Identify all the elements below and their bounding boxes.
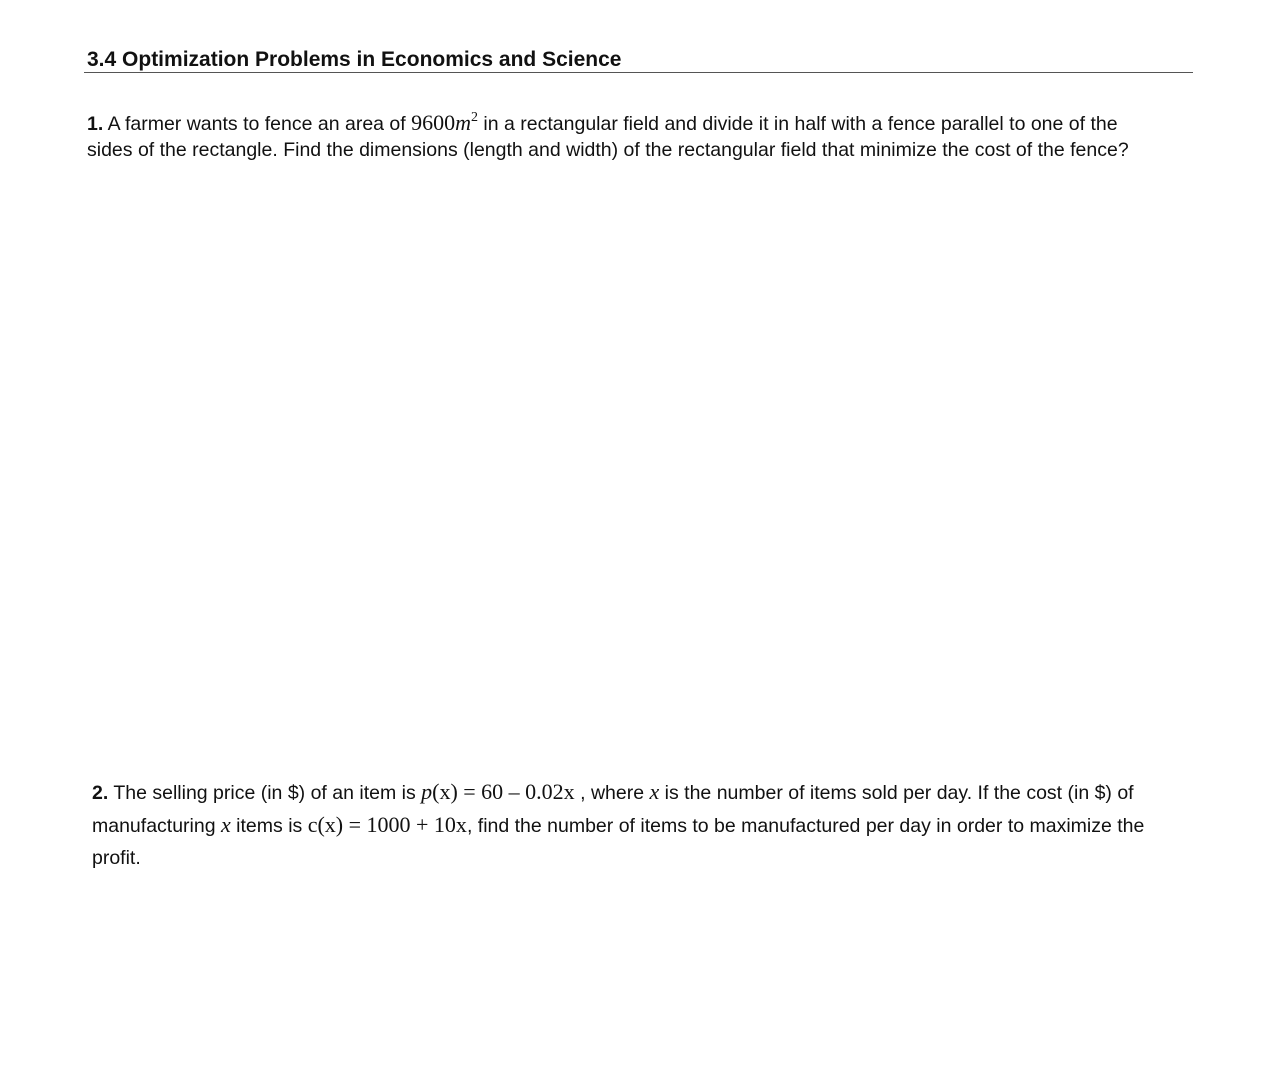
price-function-body: (x) = 60 – 0.02x: [432, 779, 575, 804]
page-title: 3.4 Optimization Problems in Economics and Science: [87, 48, 622, 71]
problem-2-line-3: profit.: [92, 847, 141, 869]
problem-1-number: 1.: [87, 113, 104, 135]
problem-1-text: in a rectangular field and divide it in half with a fence parallel to one of the: [478, 113, 1118, 135]
area-expression: [411, 110, 478, 135]
price-function: [421, 779, 575, 804]
problem-2-line-1: [92, 776, 1202, 809]
title-underline: [84, 72, 1193, 73]
variable-x: x: [649, 779, 660, 804]
problem-2-text: The selling price (in $) of an item is: [108, 782, 422, 804]
price-function-name: p: [421, 779, 433, 804]
problem-2-text: , where: [574, 782, 650, 804]
problem-2: [92, 776, 1202, 874]
problem-2-text: is the number of items sold per day. If the cost (in $) of: [659, 782, 1134, 804]
problem-2-text: items is: [230, 815, 308, 837]
problem-2-text: manufacturing: [92, 815, 221, 837]
problem-1-line-1: [87, 109, 1197, 138]
cost-function: c(x) = 1000 + 10x: [307, 812, 467, 837]
problem-2-text: , find the number of items to be manufactured per day in order to maximize the: [466, 815, 1145, 837]
area-value: 9600: [411, 110, 456, 135]
problem-2-line-2: [92, 809, 1202, 842]
problem-1-text: A farmer wants to fence an area of: [103, 113, 412, 135]
variable-x: x: [221, 812, 231, 837]
area-unit: m: [455, 110, 471, 135]
problem-1-line-2: sides of the rectangle. Find the dimensions (length and width) of the rectangular field that minimize the cost of the fence?: [87, 138, 1129, 161]
area-exponent: 2: [471, 110, 478, 125]
problem-2-number: 2.: [92, 782, 109, 804]
problem-1: [87, 109, 1197, 163]
